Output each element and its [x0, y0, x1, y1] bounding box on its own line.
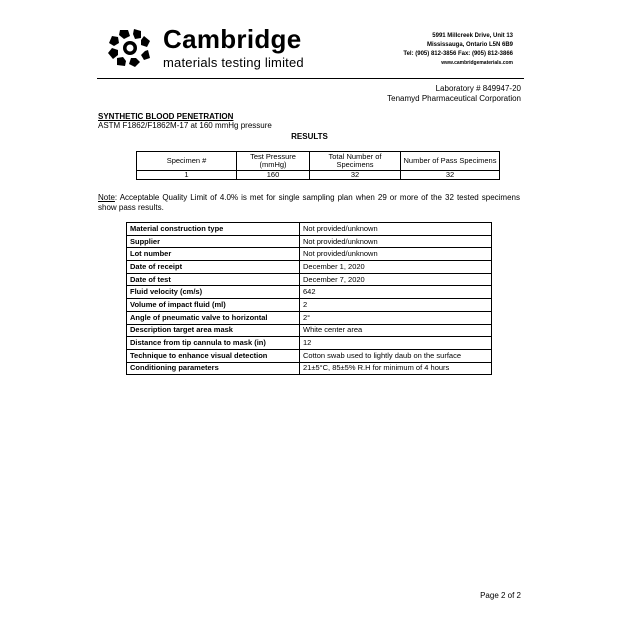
gear-logo-icon — [106, 26, 156, 70]
phone-fax: Tel: (905) 812-3856 Fax: (905) 812-3866 — [403, 51, 513, 57]
results-table — [136, 151, 500, 180]
details-label: Fluid velocity (cm/s) — [127, 286, 300, 299]
address-line-2: Mississauga, Ontario L5N 6B9 — [426, 42, 513, 48]
report-title: SYNTHETIC BLOOD PENETRATION — [98, 112, 234, 121]
details-row — [127, 223, 492, 236]
details-label: Technique to enhance visual detection — [127, 349, 300, 362]
details-value: Not provided/unknown — [300, 223, 492, 236]
details-value: 12 — [300, 337, 492, 350]
details-row — [127, 248, 492, 261]
results-header-cell: Specimen # — [137, 152, 237, 171]
details-row — [127, 286, 492, 299]
results-row — [137, 171, 500, 180]
details-value: White center area — [300, 324, 492, 337]
results-heading: RESULTS — [291, 132, 328, 141]
results-cell: 32 — [310, 171, 401, 180]
results-header-row — [137, 152, 500, 171]
details-label: Conditioning parameters — [127, 362, 300, 375]
details-row — [127, 261, 492, 274]
website-text: www.cambridgematerials.com — [441, 60, 513, 66]
details-value: 21±5°C, 85±5% R.H for minimum of 4 hours — [300, 362, 492, 375]
note-label: Note — [98, 193, 115, 202]
details-label: Distance from tip cannula to mask (in) — [127, 337, 300, 350]
results-header-cell: Total Number of Specimens — [310, 152, 401, 171]
details-value: 642 — [300, 286, 492, 299]
details-row — [127, 235, 492, 248]
details-value: 2° — [300, 311, 492, 324]
details-label: Date of receipt — [127, 261, 300, 274]
address-line-1: 5991 Millcreek Drive, Unit 13 — [432, 33, 513, 39]
details-label: Description target area mask — [127, 324, 300, 337]
details-row — [127, 299, 492, 312]
details-label: Supplier — [127, 235, 300, 248]
details-label: Material construction type — [127, 223, 300, 236]
details-label: Volume of impact fluid (ml) — [127, 299, 300, 312]
laboratory-number: Laboratory # 849947-20 — [435, 84, 521, 93]
quality-note — [98, 193, 520, 213]
page-number: Page 2 of 2 — [480, 591, 521, 600]
company-address — [403, 32, 513, 68]
results-cell: 32 — [401, 171, 500, 180]
details-value: Not provided/unknown — [300, 235, 492, 248]
details-row — [127, 324, 492, 337]
lab-info — [387, 84, 521, 104]
details-row — [127, 349, 492, 362]
brand-name: Cambridge — [163, 24, 302, 54]
details-label: Lot number — [127, 248, 300, 261]
details-value: December 1, 2020 — [300, 261, 492, 274]
details-label: Angle of pneumatic valve to horizontal — [127, 311, 300, 324]
results-cell: 1 — [137, 171, 237, 180]
brand-subtitle: materials testing limited — [163, 55, 304, 70]
details-row — [127, 273, 492, 286]
results-header-cell: Test Pressure (mmHg) — [237, 152, 310, 171]
results-header-cell: Number of Pass Specimens — [401, 152, 500, 171]
details-row — [127, 362, 492, 375]
details-value: Cotton swab used to lightly daub on the surface — [300, 349, 492, 362]
header-divider — [97, 78, 524, 79]
details-value: 2 — [300, 299, 492, 312]
details-row — [127, 311, 492, 324]
client-name: Tenamyd Pharmaceutical Corporation — [387, 94, 521, 103]
note-text: : Acceptable Quality Limit of 4.0% is met for single sampling plan when 29 or more of the 32 tested specimens show pass results. — [98, 193, 520, 212]
results-cell: 160 — [237, 171, 310, 180]
details-row — [127, 337, 492, 350]
report-standard: ASTM F1862/F1862M-17 at 160 mmHg pressure — [98, 121, 272, 130]
details-value: Not provided/unknown — [300, 248, 492, 261]
details-table — [126, 222, 492, 375]
details-value: December 7, 2020 — [300, 273, 492, 286]
details-label: Date of test — [127, 273, 300, 286]
